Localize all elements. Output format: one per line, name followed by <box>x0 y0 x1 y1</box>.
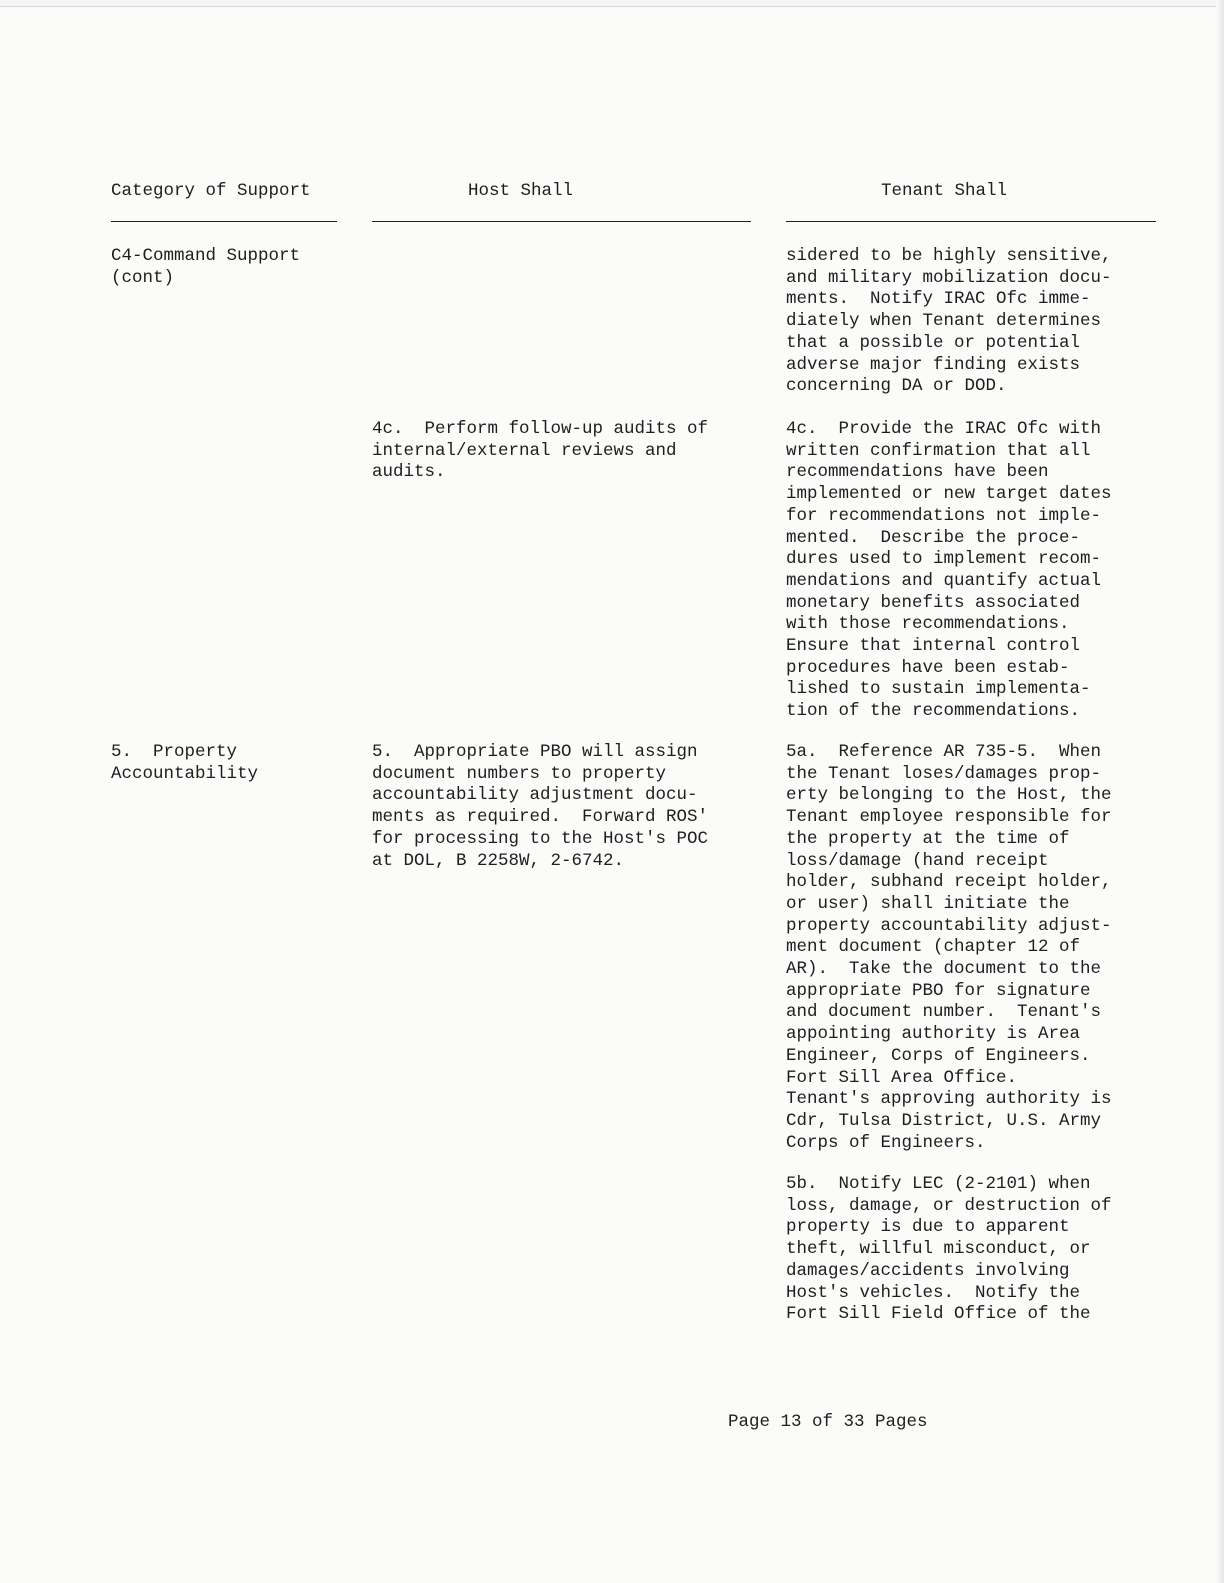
tenant-item-4c: 4c. Provide the IRAC Ofc with written confirmation that all recommendations have been implemented or new target dates for recommendations not imple- mented. Describe the proce- dures used to implement recom- mendations and quantify actual monetary benefits associated with those recommendations. Ensure that internal control procedures have been estab- lished to sustain implementa- tion of the recommendations. <box>786 419 1112 722</box>
category-property-accountability: 5. Property Accountability <box>111 742 259 784</box>
header-category-of-support: Category of Support <box>111 181 311 201</box>
tenant-item-5b: 5b. Notify LEC (2-2101) when loss, damage, or destruction of property is due to apparent theft, willful misconduct, or damages/accidents involving Host's vehicles. Notify the Fort Sill Field Office of the <box>786 1174 1112 1325</box>
page-number: Page 13 of 33 Pages <box>728 1412 928 1432</box>
category-c4-command-support: C4-Command Support (cont) <box>111 246 301 288</box>
scan-top-edge <box>0 0 1224 7</box>
header-rule-tenant <box>786 221 1156 222</box>
tenant-item-5a: 5a. Reference AR 735-5. When the Tenant loses/damages prop- erty belonging to the Host, the Tenant employee responsible for the property at the time of loss/damage (hand receipt holder, subhand receipt holder, or user) shall initiate the property accountability adjust- ment document (chapter 12 of AR). Take the document to the appropriate PBO for signature and document number. Tenant's appointing authority is Area Engineer, Corps of Engineers. Fort Sill Area Office. Tenant's approving authority is Cdr, Tulsa District, U.S. Army Corps of Engineers. <box>786 742 1112 1153</box>
header-host-shall: Host Shall <box>468 181 574 201</box>
header-rule-category <box>111 221 337 222</box>
tenant-c4-continuation: sidered to be highly sensitive, and military mobilization docu- ments. Notify IRAC Ofc imme- diately when Tenant determines that a possible or potential adverse major finding exists concerning DA or DOD. <box>786 246 1112 397</box>
host-item-4c: 4c. Perform follow-up audits of internal/external reviews and audits. <box>372 419 709 483</box>
host-item-5: 5. Appropriate PBO will assign document numbers to property accountability adjustment docu- ments as required. Forward ROS' for processing to the Host's POC at DOL, B 2258W, 2-6742. <box>372 742 709 871</box>
scan-right-edge <box>1216 0 1224 1583</box>
header-tenant-shall: Tenant Shall <box>881 181 1008 201</box>
header-rule-host <box>372 221 751 222</box>
